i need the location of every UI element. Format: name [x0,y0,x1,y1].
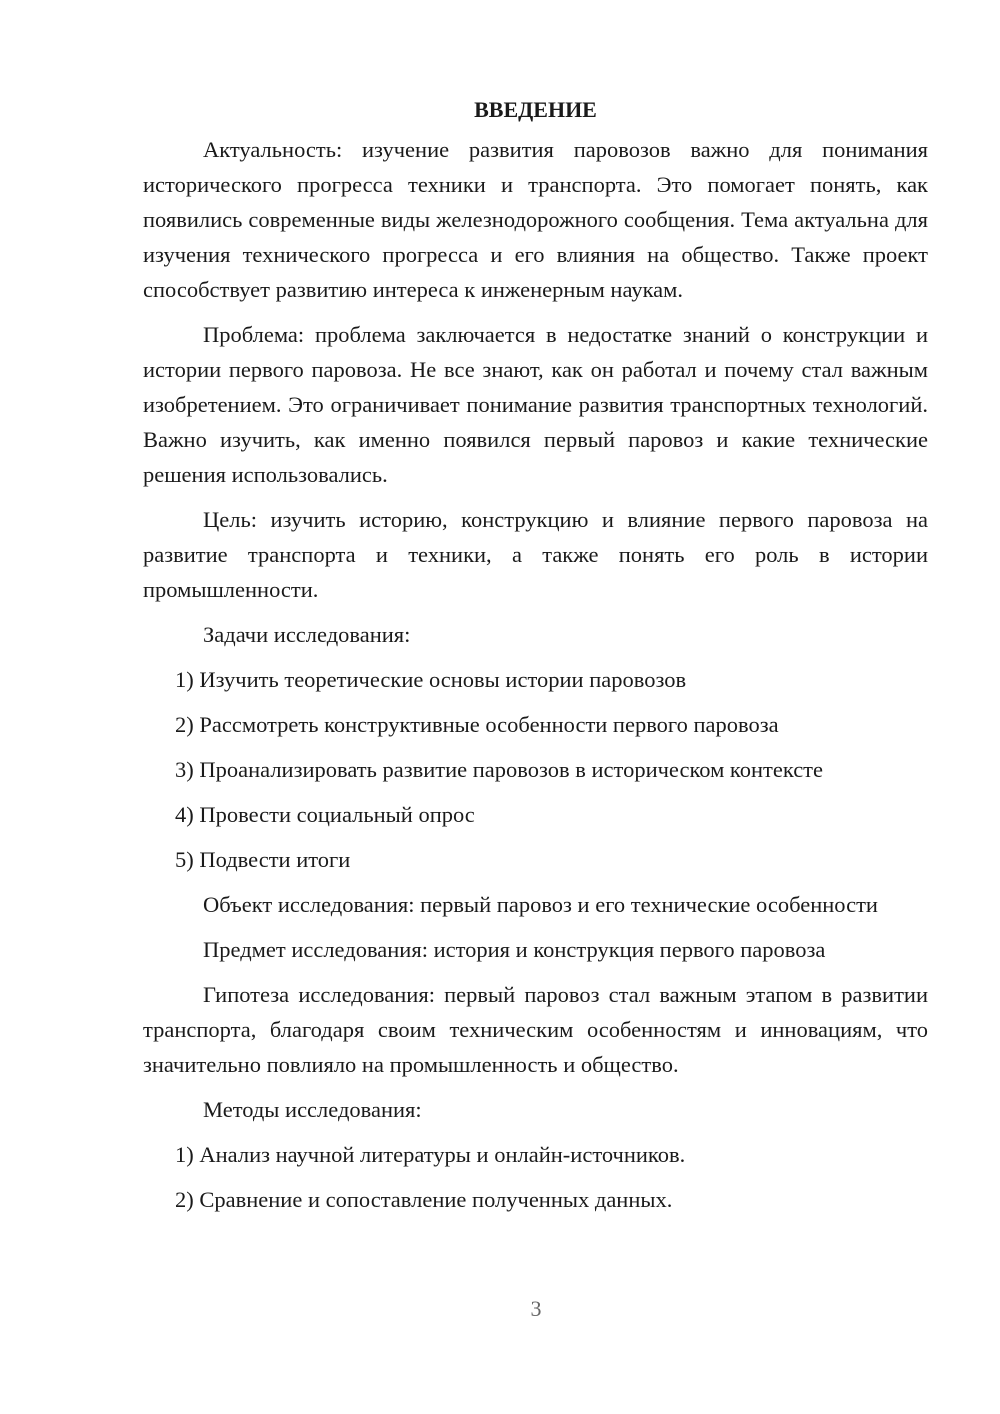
method-item: 1) Анализ научной литературы и онлайн-источников. [175,1142,686,1167]
method-item: 2) Сравнение и сопоставление полученных данных. [175,1187,673,1212]
goal-paragraph: Цель: изучить историю, конструкцию и влияние первого паровоза на развитие транспорта и техники, а также понять его роль в истории промышленности. [143,507,928,602]
task-item: 1) Изучить теоретические основы истории паровозов [175,667,687,692]
task-item: 2) Рассмотреть конструктивные особенности первого паровоза [175,712,779,737]
hypothesis-paragraph: Гипотеза исследования: первый паровоз стал важным этапом в развитии транспорта, благодаря своим техническим особенностям и инновациям, что значительно повлияло на промышленность и общество. [143,982,928,1077]
problem-paragraph: Проблема: проблема заключается в недостатке знаний о конструкции и истории первого паровоза. Не все знают, как он работал и почему стал важным изобретением. Это ограничивает понимание развития транспортных технологий. Важно изучить, как именно появился первый паровоз и какие технические решения использовались. [143,322,928,487]
task-item: 4) Провести социальный опрос [175,802,475,827]
tasks-heading: Задачи исследования: [203,622,411,647]
page-content [143,92,928,1227]
methods-heading: Методы исследования: [203,1097,422,1122]
subject-paragraph: Предмет исследования: история и конструкция первого паровоза [203,937,826,962]
relevance-paragraph: Актуальность: изучение развития паровозов важно для понимания исторического прогресса техники и транспорта. Это помогает понять, как появились современные виды железнодорожного сообщения. Тема актуальна для изучения технического прогресса и его влияния на общество. Также проект способствует развитию интереса к инженерным наукам. [143,137,928,302]
object-paragraph: Объект исследования: первый паровоз и его технические особенности [203,892,878,917]
task-item: 5) Подвести итоги [175,847,351,872]
page-number: 3 [530,1296,542,1321]
section-title: ВВЕДЕНИЕ [474,97,597,122]
task-item: 3) Проанализировать развитие паровозов в историческом контексте [175,757,824,782]
